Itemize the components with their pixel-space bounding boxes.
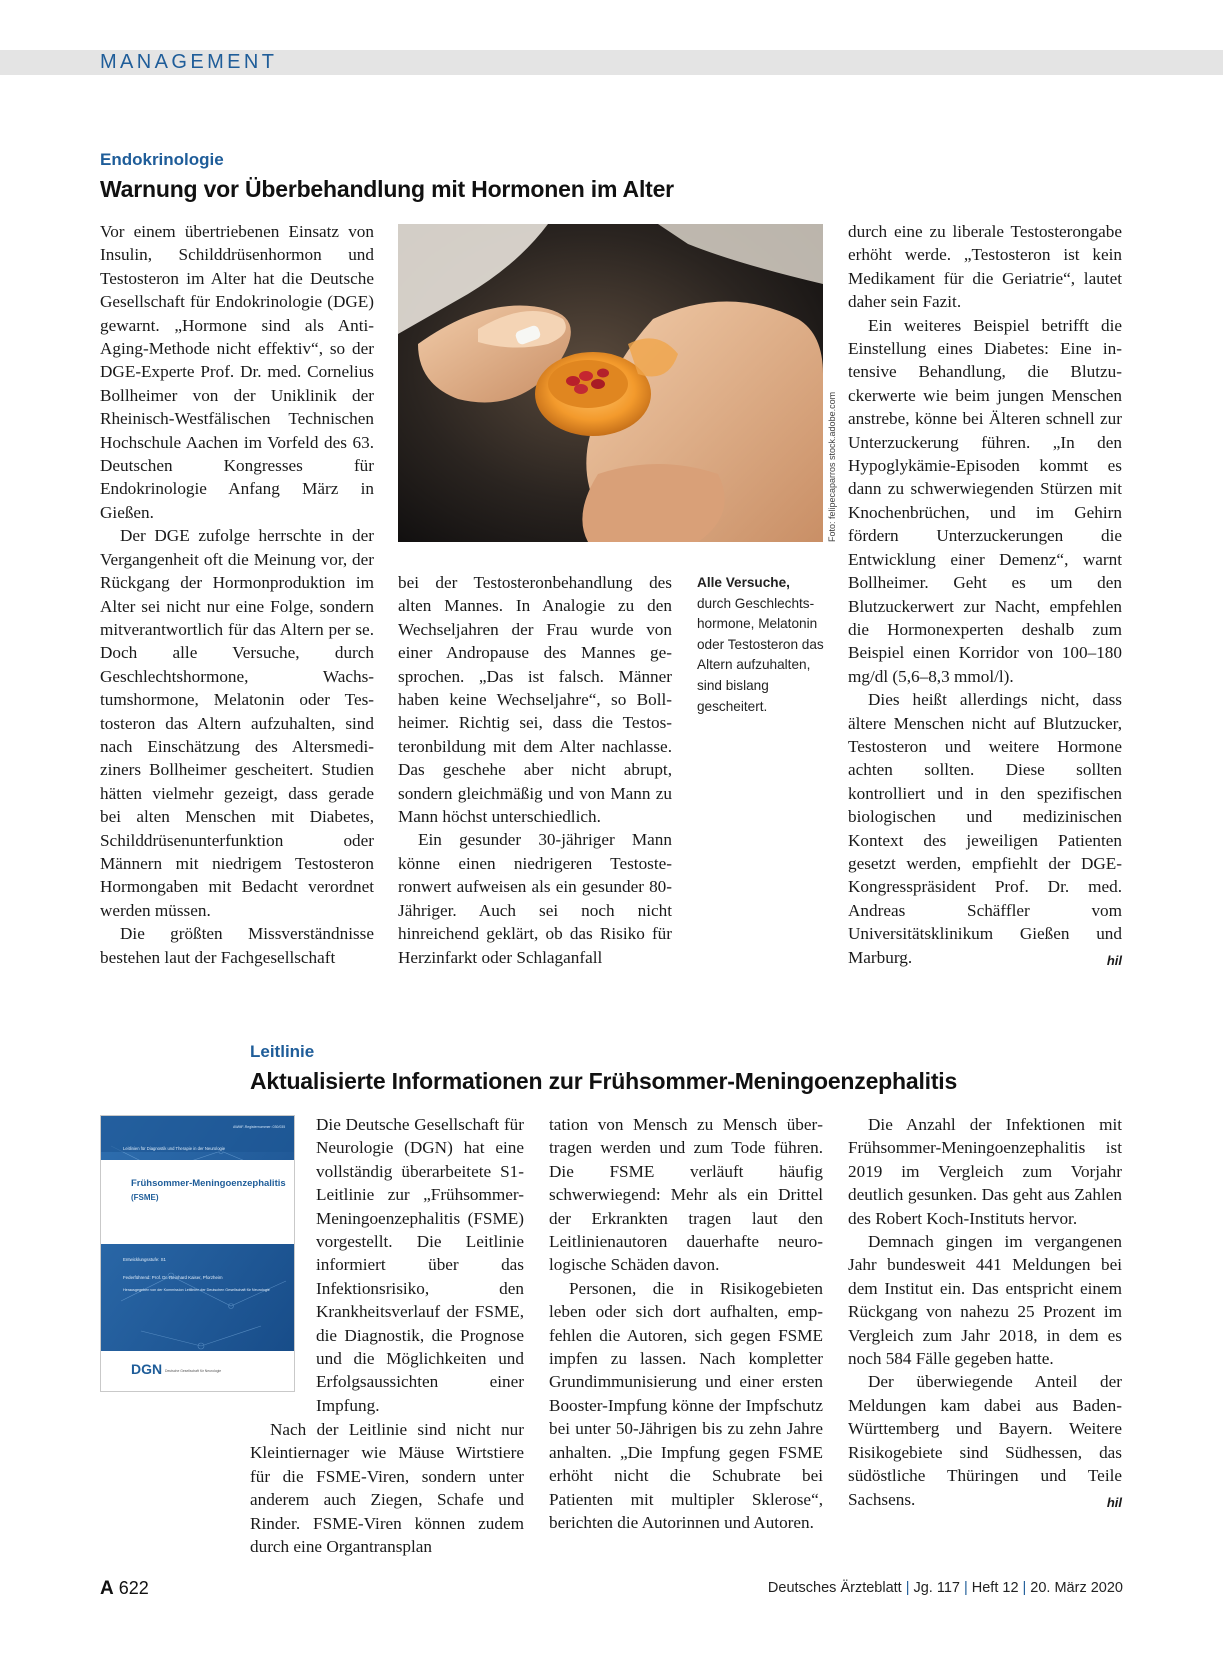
journal-name: Deutsches Ärzteblatt	[767, 1580, 902, 1596]
page-folio	[100, 1578, 149, 1600]
cover-top-label: AWMF-Registernummer: 030/035	[233, 1125, 286, 1129]
article1-column-1	[100, 220, 374, 969]
caption-text: durch Geschlechtshormone, Melatonin oder Testosteron das Altern aufzuhalten, sind bislang gescheitert.	[697, 595, 824, 714]
cover-editor: Herausgegeben von der Kommission Leitlinien der Deutschen Gesellschaft für Neurologie	[123, 1288, 270, 1292]
article2-column-2	[549, 1113, 823, 1534]
article2-kicker: Leitlinie	[250, 1042, 315, 1061]
dgn-logo-sub: Deutsche Gesellschaft für Neurologie	[165, 1369, 222, 1373]
paragraph: Personen, die in Risikogebieten leben oder sich dort aufhalten, empfehlen die Autoren, sich gegen FSME impfen zu lassen. Nach kompletter Grundimmunisierung und einer ersten Booster-Impfung könne der Impfschutz bei unter 50-Jährigen bis zu zehn Jahre anhalten. „Die Impfung gegen FSME erhöht nicht die Schubrate bei Patienten mit multipler Sklerose“, berichten die Autorinnen und Autoren.	[549, 1278, 823, 1532]
article1-column-2	[398, 571, 672, 969]
paragraph: Der überwiegende Anteil der Meldungen kam dabei aus Baden-Württemberg und Bayern. Weitere Risikogebiete sind Südhessen, das südöstliche Thüringen und Teile Sachsens. hil	[848, 1370, 1122, 1510]
article2-column-3	[848, 1113, 1122, 1514]
article1-title: Warnung vor Überbehandlung mit Hormonen im Alter	[100, 176, 674, 202]
journal-volume: Jg. 117	[913, 1580, 960, 1596]
cover-lead: Federführend: Prof. Dr. Reinhard Kaiser, Pforzheim	[123, 1275, 223, 1280]
author-signature: hil	[1106, 952, 1122, 968]
paragraph: durch eine zu liberale Testosterongabe erhöht werde. „Testosteron ist kein Medikament für die Geriatrie“, lautet daher sein Fazit.	[848, 222, 1122, 312]
pill-bottle-photo	[398, 224, 823, 542]
cover-title-line2: (FSME)	[131, 1193, 159, 1202]
photo-caption	[697, 573, 827, 717]
journal-date: 20. März 2020	[1030, 1580, 1123, 1596]
journal-issue: Heft 12	[971, 1580, 1019, 1596]
page-number: 622	[118, 1578, 149, 1598]
paragraph: Die Deutsche Gesellschaft für Neurologie (DGN) hat eine vollständig überarbeitete S1-Leitlinie zur „Frühsommer-Meningoenzephalitis (FSME) vorgestellt. Die Leitlinie informiert über das Infektionsrisiko, den Krankheitsverlauf der FSME, die Diagnostik, die Prognose und die Möglichkeiten und Erfolgsaussichten einer Impfung.	[316, 1115, 524, 1415]
paragraph: Dies heißt allerdings nicht, dass ältere Menschen nicht auf Blutzucker, Testosteron und weitere Hormone achten sollten. Diese sollten kontrolliert und in den spezifischen biologischen und medizinischen Kontext des jeweiligen Patienten gesetzt werden, empfiehlt der DGE-Kongresspräsident Prof. Dr. med. Andreas Schäffler vom Universitätsklinikum Gießen und Marburg. hil	[848, 688, 1122, 969]
article1-column-3	[848, 220, 1122, 972]
paragraph: Die Anzahl der Infektionen mit Frühsommer-Meningoenzephalitis ist 2019 im Vergleich zum Vorjahr deutlich gesunken. Das geht aus Zahlen des Robert Koch-Instituts hervor.	[848, 1115, 1122, 1228]
paragraph: bei der Testosteronbehandlung des alten Mannes. In Analogie zu den Wechseljahren der Frau wurde von einer Andropause des Mannes gesprochen. „Das ist falsch. Männer haben keine Wechseljahre“, so Bollheimer. Richtig sei, dass die Testosteronbildung mit dem Alter nachlasse. Das geschehe aber nicht abrupt, sondern gleichmäßig und von Mann zu Mann höchst unterschiedlich.	[398, 573, 672, 827]
article2-column-1-top	[316, 1113, 524, 1417]
journal-footer: Deutsches Ärzteblatt | Jg. 117 | Heft 12 | 20. März 2020	[767, 1580, 1123, 1596]
photo-credit: Foto: felipecaparros stock.adobe.com	[827, 391, 837, 542]
guideline-cover-image	[100, 1115, 295, 1392]
article2-column-1-bottom	[250, 1418, 524, 1558]
cover-title-line1: Frühsommer-Meningoenzephalitis	[131, 1178, 286, 1189]
caption-lead: Alle Versuche,	[697, 575, 790, 590]
paragraph: Ein weiteres Beispiel betrifft die Einstellung eines Diabetes: Eine intensive Behandlung, die Blutzuckerwerte wie beim jungen Menschen anstrebe, könne bei Älteren schnell zur Unterzuckerung führen. „In den Hypoglykämie-Episoden kommt es dann zu schwerwiegenden Stürzen mit Knochenbrüchen, und im Gehirn fördern Unterzuckerungen die Entwicklung einer Demenz“, warnt Bollheimer. Geht es um den Blutzuckerwert zur Nacht, empfehlen die Hormonexperten deshalb zum Beispiel einen Korridor von 100–180 mg/dl (5,6–8,3 mmol/l).	[848, 315, 1122, 686]
paragraph: Die größten Missverständnisse bestehen laut der Fachgesellschaft	[100, 924, 374, 967]
paragraph: tation von Mensch zu Mensch übertragen werden und zum Tode führen. Die FSME verläuft häufig schwerwiegend: Mehr als ein Drittel der Erkrankten tragen laut den Leitlinienautoren dauerhafte neurologische Schäden davon.	[549, 1115, 823, 1275]
paragraph: Ein gesunder 30-jähriger Mann könne einen niedrigeren Testosteronwert aufweisen als ein gesunder 80-Jähriger. Auch sei noch nicht hinreichend geklärt, ob das Risiko für Herzinfarkt oder Schlaganfall	[398, 830, 672, 967]
section-label: MANAGEMENT	[100, 51, 278, 73]
author-signature: hil	[1106, 1494, 1122, 1510]
paragraph: Nach der Leitlinie sind nicht nur Kleintiernager wie Mäuse Wirtstiere für die FSME-Viren, sondern unter anderem auch Ziegen, Schafe und Rinder. FSME-Viren können zudem durch eine Organtransplan	[250, 1420, 524, 1557]
cover-stage: Entwicklungsstufe: S1	[123, 1257, 166, 1262]
paragraph: Vor einem übertriebenen Einsatz von Insulin, Schilddrüsenhormon und Testosteron im Alter hat die Deutsche Gesellschaft für Endokrinologie (DGE) gewarnt. „Hormone sind als Anti-Aging-Methode nicht effektiv“, so der DGE-Experte Prof. Dr. med. Cornelius Bollheimer von der Uniklinik der Rheinisch-Westfälischen Technischen Hochschule Aachen im Vorfeld des 63. Deutschen Kongresses für Endokrinologie Anfang März in Gießen.	[100, 222, 374, 522]
page-letter: A	[100, 1578, 114, 1599]
article1-kicker: Endokrinologie	[100, 150, 224, 169]
paragraph: Der DGE zufolge herrschte in der Vergangenheit oft die Meinung vor, der Rückgang der Hormonproduktion im Alter sei nicht nur eine Folge, sondern mitverantwortlich für das Altern per se. Doch alle Versuche, durch Geschlechtshormone, Wachstumshormone, Melatonin oder Testosteron das Altern aufzuhalten, sind nach Einschätzung des Altersmediziners Bollheimer gescheitert. Studien hätten vielmehr gezeigt, dass gerade bei alten Menschen mit Diabetes, Schilddrüsenunterfunktion oder Männern mit niedrigem Testosteron Hormongaben mit Bedacht verordnet werden müssen.	[100, 526, 374, 920]
paragraph: Demnach gingen im vergangenen Jahr bundesweit 441 Meldungen bei dem Institut ein. Das entspricht einem Rückgang von nahezu 25 Prozent im Vergleich zum Jahr 2018, in dem es noch 584 Fälle gegeben hatte.	[848, 1232, 1122, 1369]
dgn-logo: DGN	[131, 1361, 163, 1377]
cover-series: Leitlinien für Diagnostik und Therapie in der Neurologie	[123, 1146, 226, 1151]
article2-title: Aktualisierte Informationen zur Frühsommer-Meningoenzephalitis	[250, 1068, 958, 1094]
